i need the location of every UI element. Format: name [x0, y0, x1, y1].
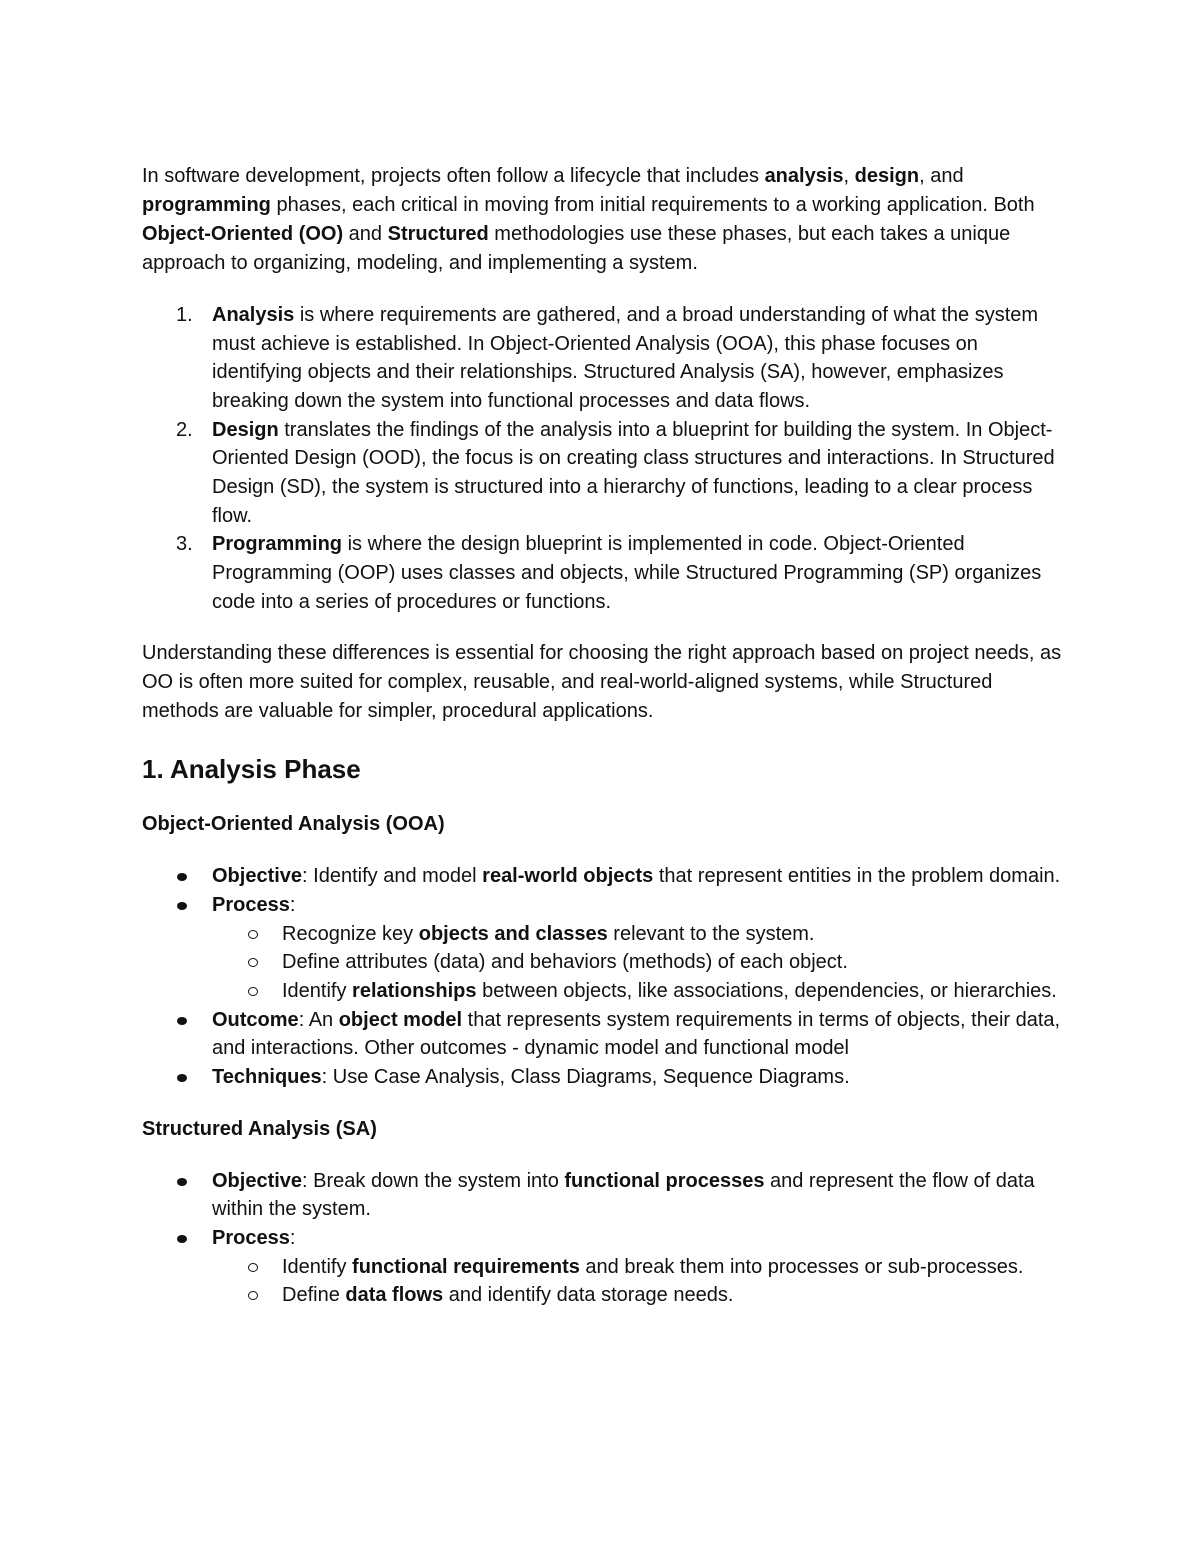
sa-process-sublist	[212, 1253, 1072, 1310]
section-heading-analysis-phase: 1. Analysis Phase	[142, 754, 361, 785]
hollow-bullet-icon	[248, 1263, 258, 1272]
item-label: Techniques	[212, 1066, 322, 1089]
item-text: : Identify and model	[302, 865, 483, 888]
item-bold: relationships	[352, 980, 477, 1003]
item-label: Objective	[212, 865, 303, 888]
item-label: Objective	[212, 1169, 303, 1192]
phase-name: Design	[212, 418, 279, 441]
item-text: and identify data storage needs.	[443, 1284, 734, 1307]
bullet-icon	[177, 1017, 187, 1025]
item-text: and break them into processes or sub-processes.	[579, 1255, 1024, 1278]
item-label: Process	[212, 894, 290, 917]
hollow-bullet-icon	[248, 958, 258, 967]
item-bold: functional requirements	[352, 1255, 580, 1278]
item-text: : Break down the system into	[302, 1169, 565, 1192]
sub-list-item	[212, 920, 1072, 949]
intro-paragraph	[142, 162, 1072, 278]
sub-list-item	[212, 1281, 1072, 1310]
phase-description: translates the findings of the analysis into a blueprint for building the system. In Object-Oriented Design (OOD), the focus is on creating class structures and interactions. In Structured Design (SD), the system is structured into a hierarchy of functions, leading to a clear process flow.	[212, 418, 1055, 527]
bullet-icon	[177, 1235, 187, 1243]
list-number: 2.	[176, 418, 193, 441]
item-text: :	[289, 894, 296, 917]
phases-numbered-list	[142, 301, 1072, 616]
item-text: and represent the flow of data within the system.	[212, 1169, 1035, 1221]
intro-text: phases, each critical in moving from initial requirements to a working application. Both	[270, 194, 1035, 216]
ooa-process-item	[142, 891, 1072, 1006]
ooa-objective-item	[142, 862, 1072, 891]
phase-name: Programming	[212, 533, 343, 556]
item-label: Outcome	[212, 1008, 299, 1031]
item-text: that represents system requirements in terms of objects, their data, and interactions. Other outcomes - dynamic model and functional model	[212, 1008, 1061, 1060]
ooa-outcome-item	[142, 1006, 1072, 1063]
bullet-icon	[177, 902, 187, 910]
item-bold: object model	[338, 1008, 463, 1031]
item-text: Define	[282, 1284, 346, 1307]
ooa-process-sublist	[212, 920, 1072, 1006]
item-text: that represent entities in the problem domain.	[653, 865, 1061, 888]
intro-text: ,	[843, 165, 855, 187]
intro-bold-structured: Structured	[387, 223, 489, 245]
phase-name: Analysis	[212, 304, 295, 326]
phase-item-programming	[142, 530, 1072, 616]
phase-description: is where requirements are gathered, and a broad understanding of what the system must achieve is established. In Object-Oriented Analysis (OOA), this phase focuses on identifying objects and their relationships. Structured Analysis (SA), however, emphasizes breaking down the system into functional processes and data flows.	[212, 304, 1039, 413]
item-text: :	[289, 1227, 296, 1250]
item-text: Identify	[282, 980, 353, 1003]
item-text: Define attributes (data) and behaviors (methods) of each object.	[282, 951, 848, 974]
item-text: Identify	[282, 1255, 353, 1278]
phase-item-design	[142, 416, 1072, 531]
list-number: 3.	[176, 533, 193, 556]
intro-bold-oo: Object-Oriented (OO)	[142, 223, 344, 245]
bullet-icon	[177, 873, 187, 881]
hollow-bullet-icon	[248, 1291, 258, 1300]
item-bold: functional processes	[564, 1169, 765, 1192]
subheading-ooa: Object-Oriented Analysis (OOA)	[142, 813, 445, 836]
sa-objective-item	[142, 1167, 1072, 1224]
ooa-bullet-list	[142, 862, 1072, 1091]
item-text: : Use Case Analysis, Class Diagrams, Sequence Diagrams.	[321, 1066, 850, 1089]
item-text: Recognize key	[282, 922, 419, 945]
sub-list-item	[212, 1253, 1072, 1282]
item-text: between objects, like associations, dependencies, or hierarchies.	[476, 980, 1057, 1003]
hollow-bullet-icon	[248, 930, 258, 939]
hollow-bullet-icon	[248, 987, 258, 996]
conclusion-paragraph: Understanding these differences is essential for choosing the right approach based on project needs, as OO is often more suited for complex, reusable, and real-world-aligned systems, while Structured methods are valuable for simpler, procedural applications.	[142, 642, 1062, 723]
phase-item-analysis	[142, 301, 1072, 416]
ooa-techniques-item	[142, 1063, 1072, 1092]
item-bold: real-world objects	[482, 865, 654, 888]
sub-list-item	[212, 977, 1072, 1006]
bullet-icon	[177, 1074, 187, 1082]
intro-text: methodologies use these phases, but each takes a unique approach to organizing, modeling, and implementing a system.	[142, 223, 1011, 274]
item-bold: data flows	[345, 1284, 444, 1307]
item-label: Process	[212, 1227, 290, 1250]
item-text: : An	[298, 1008, 339, 1031]
intro-text: In software development, projects often follow a lifecycle that includes	[142, 165, 765, 187]
intro-bold-analysis: analysis	[764, 165, 844, 187]
intro-bold-design: design	[854, 165, 920, 187]
document-page	[142, 162, 1072, 1310]
item-bold: objects and classes	[418, 922, 608, 945]
sa-bullet-list	[142, 1167, 1072, 1310]
list-number: 1.	[176, 304, 193, 326]
intro-text: and	[343, 223, 388, 245]
phase-description: is where the design blueprint is implemented in code. Object-Oriented Programming (OOP) uses classes and objects, while Structured Programming (SP) organizes code into a series of procedures or functions.	[212, 533, 1042, 613]
item-text: relevant to the system.	[607, 922, 815, 945]
intro-bold-programming: programming	[142, 194, 271, 216]
sub-list-item	[212, 948, 1072, 977]
bullet-icon	[177, 1178, 187, 1186]
intro-text: , and	[919, 165, 964, 187]
sa-process-item	[142, 1224, 1072, 1310]
subheading-sa: Structured Analysis (SA)	[142, 1117, 377, 1140]
